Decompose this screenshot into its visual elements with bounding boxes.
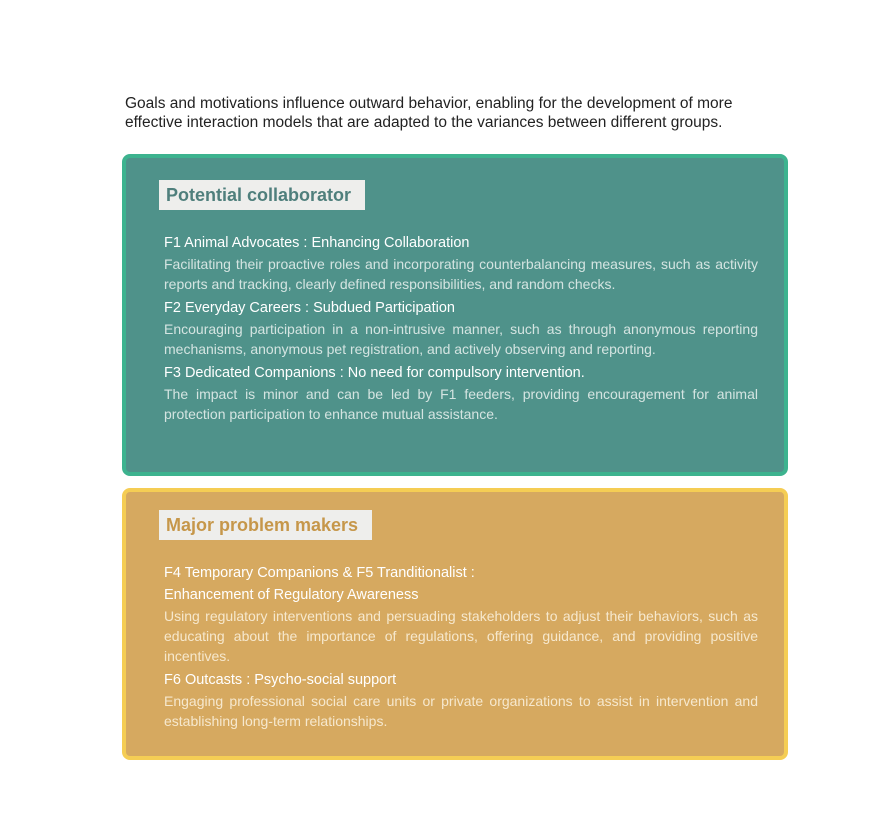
panel-content bbox=[164, 232, 758, 427]
panel-content bbox=[164, 562, 758, 734]
potential-collaborator-panel bbox=[122, 154, 788, 476]
item-title-f6: F6 Outcasts : Psycho-social support bbox=[164, 672, 397, 688]
item-desc-f1: Facilitating their proactive roles and incorporating counterbalancing measures, such as activity reports and tracking, clearly defined responsibilities, and random checks. bbox=[164, 256, 758, 292]
item-desc-f6: Engaging professional social care units or private organizations to assist in intervention and establishing long-term relationships. bbox=[164, 693, 758, 729]
item-desc-f4-f5: Using regulatory interventions and persuading stakeholders to adjust their behaviors, such as educating about the importance of regulations, offering guidance, and providing positive incentives. bbox=[164, 608, 758, 664]
panel-title: Major problem makers bbox=[159, 510, 372, 540]
item-title-f2: F2 Everyday Careers : Subdued Participation bbox=[164, 300, 455, 316]
item-desc-f3: The impact is minor and can be led by F1 feeders, providing encouragement for animal protection participation to enhance mutual assistance. bbox=[164, 386, 758, 422]
panel-title: Potential collaborator bbox=[159, 180, 365, 210]
item-subtitle-f4-f5: Enhancement of Regulatory Awareness bbox=[164, 587, 419, 603]
item-desc-f2: Encouraging participation in a non-intrusive manner, such as through anonymous reporting mechanisms, anonymous pet registration, and actively observing and reporting. bbox=[164, 321, 758, 357]
item-title-f4-f5: F4 Temporary Companions & F5 Tranditionalist : bbox=[164, 565, 475, 581]
intro-text: Goals and motivations influence outward behavior, enabling for the development of more effective interaction models that are adapted to the variances between different groups. bbox=[125, 95, 733, 131]
item-title-f1: F1 Animal Advocates : Enhancing Collaboration bbox=[164, 235, 470, 251]
item-title-f3: F3 Dedicated Companions : No need for compulsory intervention. bbox=[164, 365, 585, 381]
major-problem-makers-panel bbox=[122, 488, 788, 760]
